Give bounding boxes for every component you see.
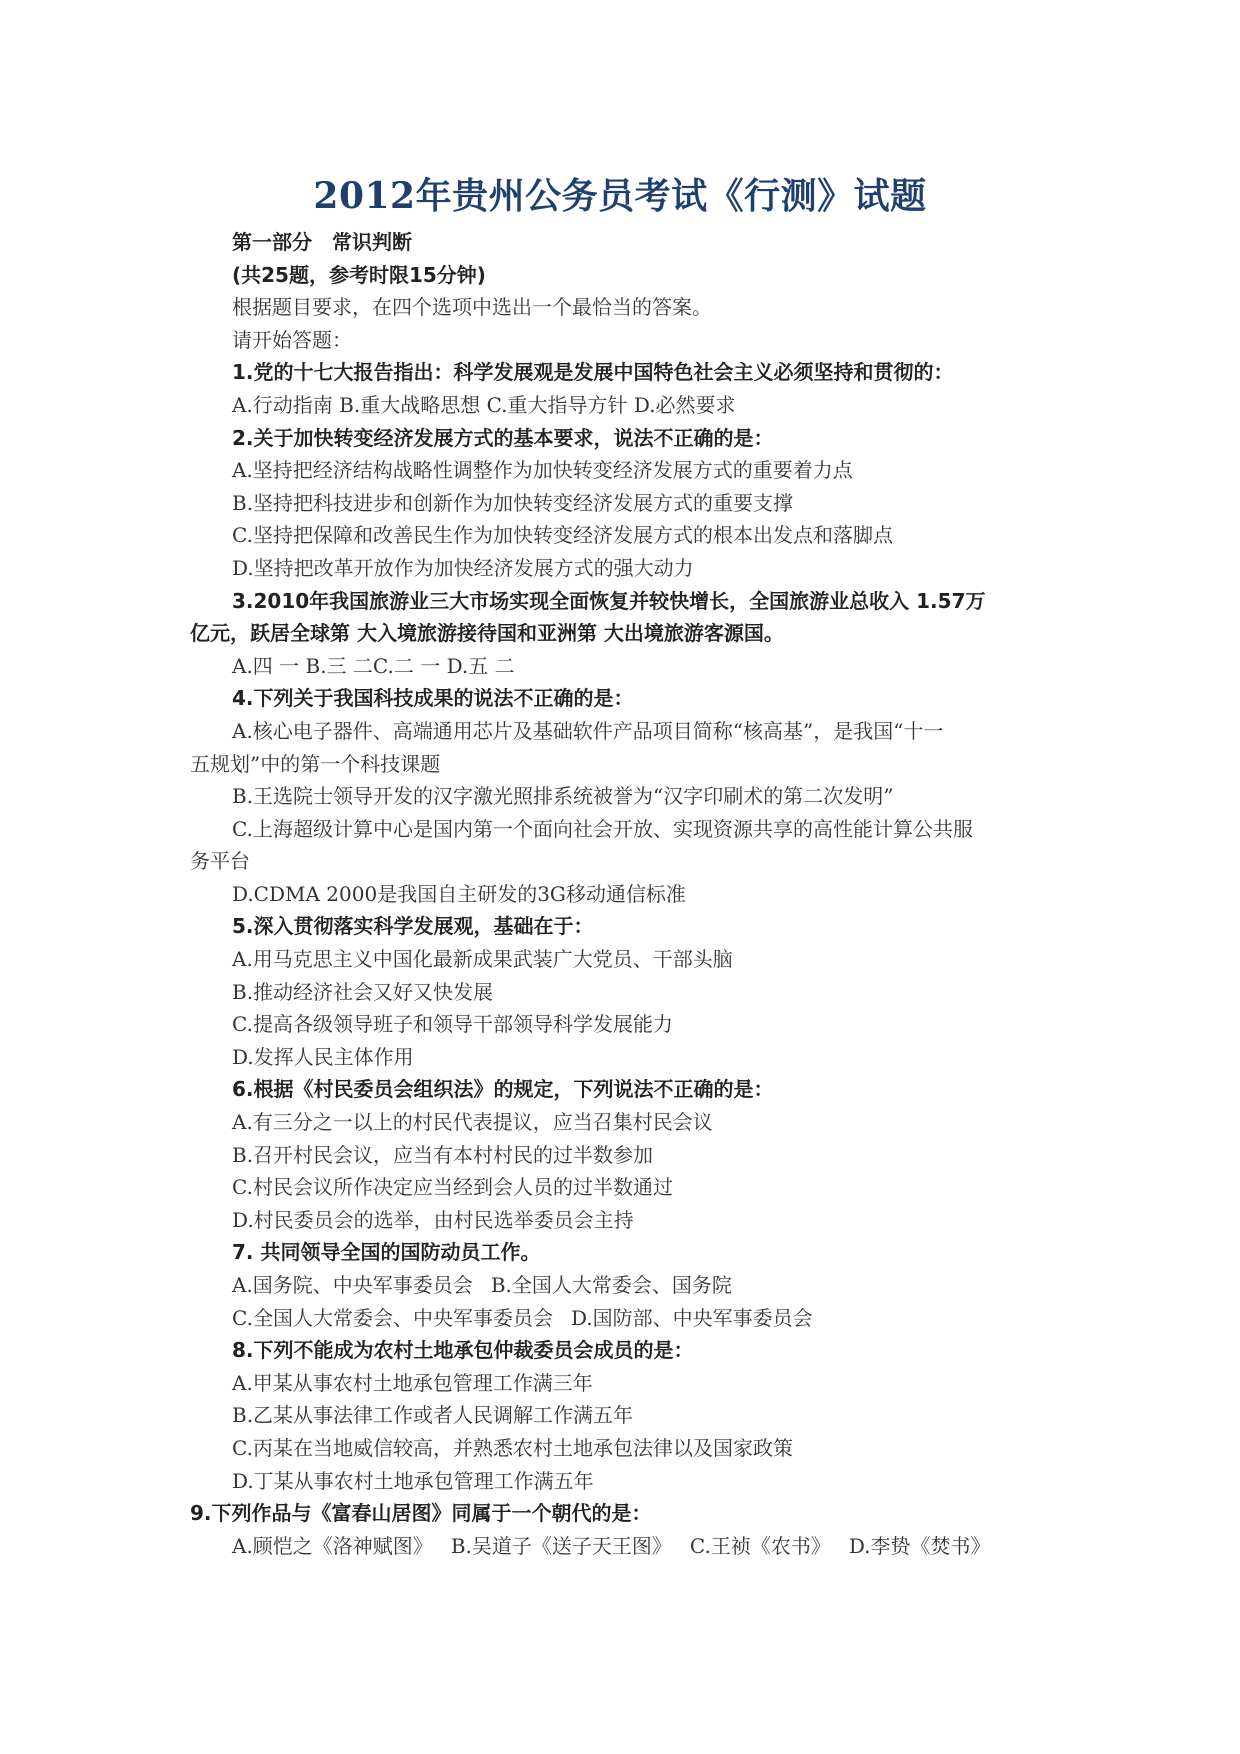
question-1-options: A.行动指南 B.重大战略思想 C.重大指导方针 D.必然要求 [232,392,736,417]
question-8-option-b: B.乙某从事法律工作或者人民调解工作满五年 [232,1403,634,1428]
question-9-option-b: B.吴道子《送子天王图》 [450,1533,672,1558]
question-9-option-c: C.王祯《农书》 [689,1533,831,1558]
question-5-option-b: B.推动经济社会又好又快发展 [232,979,494,1004]
question-8-option-a: A.甲某从事农村土地承包管理工作满三年 [232,1370,593,1395]
question-5-option-c: C.提高各级领导班子和领导干部领导科学发展能力 [232,1012,673,1037]
page-title: 2012年贵州公务员考试《行测》试题 [313,175,927,217]
question-2-option-d: D.坚持把改革开放作为加快经济发展方式的强大动力 [232,555,694,580]
question-7-option-d: D.国防部、中央军事委员会 [570,1305,813,1330]
question-2-stem: 2.关于加快转变经济发展方式的基本要求，说法不正确的是： [232,425,774,450]
question-7-stem: 7. 共同领导全国的国防动员工作。 [232,1240,541,1265]
question-7-options-ab [190,1269,1060,1302]
question-8-option-d: D.丁某从事农村土地承包管理工作满五年 [232,1468,594,1493]
section-subheading: (共25题，参考时限15分钟) [232,262,486,287]
instruction-text: 根据题目要求，在四个选项中选出一个最恰当的答案。 [232,295,712,320]
question-3-options: A.四 一 B.三 二C.二 一 D.五 二 [232,653,515,678]
question-6-option-a: A.有三分之一以上的村民代表提议，应当召集村民会议 [232,1110,713,1135]
question-3-stem-line-1: 3.2010年我国旅游业三大市场实现全面恢复并较快增长，全国旅游业总收入 1.57万 [232,588,986,613]
question-8-stem: 8.下列不能成为农村土地承包仲裁委员会成员的是： [232,1338,694,1363]
question-9-option-a: A.顾恺之《洛神赋图》 [232,1533,433,1558]
question-4-stem: 4.下列关于我国科技成果的说法不正确的是： [232,686,634,711]
question-7-option-a: A.国务院、中央军事委员会 [232,1273,473,1297]
question-6-option-b: B.召开村民会议，应当有本村村民的过半数参加 [232,1142,654,1167]
document-body [190,226,1060,1562]
question-6-option-c: C.村民会议所作决定应当经到会人员的过半数通过 [232,1175,673,1200]
question-5-stem: 5.深入贯彻落实科学发展观，基础在于： [232,914,594,939]
question-5-option-d: D.发挥人民主体作用 [232,1044,414,1069]
question-4-option-a-line-1: A.核心电子器件、高端通用芯片及基础软件产品项目简称“核高基”，是我国“十一 [232,718,944,743]
question-9-options [190,1530,1060,1563]
section-heading: 第一部分 常识判断 [232,230,412,254]
question-9-option-d: D.李贽《焚书》 [848,1533,991,1558]
question-1-stem: 1.党的十七大报告指出：科学发展观是发展中国特色社会主义必须坚持和贯彻的： [232,360,954,385]
question-6-option-d: D.村民委员会的选举，由村民选举委员会主持 [232,1207,634,1232]
question-7-option-b: B.全国人大常委会、国务院 [490,1273,732,1297]
question-2-option-a: A.坚持把经济结构战略性调整作为加快转变经济发展方式的重要着力点 [232,458,853,483]
question-4-option-c-line-1: C.上海超级计算中心是国内第一个面向社会开放、实现资源共享的高性能计算公共服 [232,816,973,841]
question-8-option-c: C.丙某在当地威信较高，并熟悉农村土地承包法律以及国家政策 [232,1435,793,1460]
question-4-option-b: B.王选院士领导开发的汉字激光照排系统被誉为“汉字印刷术的第二次发明” [232,784,894,809]
question-3-stem-line-2: 亿元，跃居全球第 大入境旅游接待国和亚洲第 大出境旅游客源国。 [190,621,784,646]
question-7-options-cd [190,1302,1060,1335]
start-text: 请开始答题： [232,327,352,352]
question-4-option-d: D.CDMA 2000是我国自主研发的3G移动通信标准 [232,881,686,906]
question-4-option-c-line-2: 务平台 [190,849,250,874]
question-7-option-c: C.全国人大常委会、中央军事委员会 [232,1305,553,1330]
question-2-option-c: C.坚持把保障和改善民生作为加快转变经济发展方式的根本出发点和落脚点 [232,523,893,548]
question-9-stem: 9.下列作品与《富春山居图》同属于一个朝代的是： [190,1501,652,1526]
question-2-option-b: B.坚持把科技进步和创新作为加快转变经济发展方式的重要支撑 [232,490,794,515]
question-4-option-a-line-2: 五规划”中的第一个科技课题 [190,751,441,776]
question-5-option-a: A.用马克思主义中国化最新成果武装广大党员、干部头脑 [232,947,733,972]
question-6-stem: 6.根据《村民委员会组织法》的规定，下列说法不正确的是： [232,1077,774,1102]
